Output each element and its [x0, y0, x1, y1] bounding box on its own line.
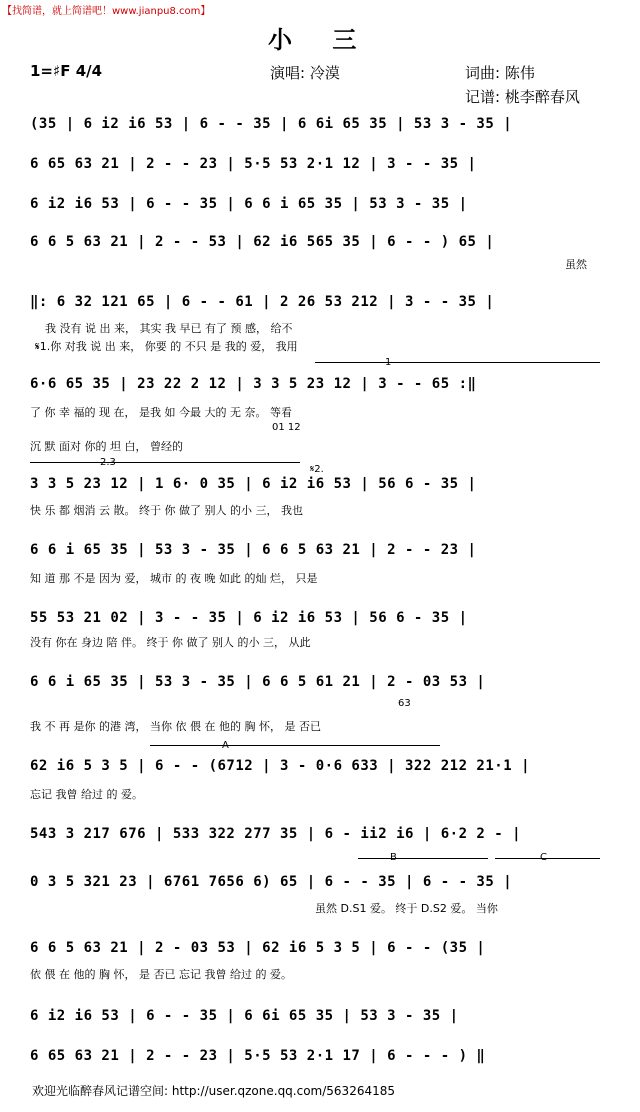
coda-c-bracket	[495, 858, 600, 859]
song-title: 小 三	[268, 26, 373, 54]
notation-row: 6 65 63 21 | 2 - - 23 | 5·5 53 2·1 17 | 6 - - - ) ‖	[30, 1048, 486, 1064]
lyric-line: 了 你 幸 福的 现 在， 是我 如 今最 大的 无 奈。 等看	[30, 406, 292, 419]
lyric-line: 虽然	[565, 258, 587, 271]
notation-row: 6 i2 i6 53 | 6 - - 35 | 6 6 i 65 35 | 53 3 - 35 |	[30, 196, 468, 212]
notation-row: 6 65 63 21 | 2 - - 23 | 5·5 53 2·1 12 | 3 - - 35 |	[30, 156, 477, 172]
segno-2-mark: 𝄋2.	[310, 464, 324, 475]
lyric-line: 忘记 我曾 给过 的 爱。	[30, 788, 143, 801]
notation-row: 6 6 5 63 21 | 2 - 03 53 | 62 i6 5 3 5 | 6 - - (35 |	[30, 940, 486, 956]
lyric-line-verse2: 𝄋1.你 对我 说 出 来， 你要 的 不只 是 我的 爱， 我用	[35, 340, 298, 353]
notation-row: 6 6 5 63 21 | 2 - - 53 | 62 i6 565 35 | 6 - - ) 65 |	[30, 234, 495, 250]
site-banner[interactable]: 【找简谱，就上简谱吧！www.jianpu8.com】	[2, 6, 211, 17]
notation-row: 6·6 65 35 | 23 22 2 12 | 3 3 5 23 12 | 3 - - 65 :‖	[30, 376, 477, 392]
lyric-line-verse2: 沉 默 面对 你的 坦 白， 曾经的	[30, 440, 183, 453]
coda-c-label: C	[540, 852, 547, 863]
lyric-line: 没有 你在 身边 陪 伴。 终于 你 做了 别人 的小 三， 从此	[30, 636, 311, 649]
volta-bracket-1	[315, 362, 600, 363]
lyric-line: 快 乐 都 烟消 云 散。 终于 你 做了 别人 的小 三， 我也	[30, 504, 303, 517]
notation-row: 62 i6 5 3 5 | 6 - - (6712 | 3 - 0·6 633 | 322 212 21·1 |	[30, 758, 531, 774]
notation-row: 6 i2 i6 53 | 6 - - 35 | 6 6i 65 35 | 53 3 - 35 |	[30, 1008, 459, 1024]
notation-row: 543 3 217 676 | 533 322 277 35 | 6 - ii2 i6 | 6·2 2 - |	[30, 826, 522, 842]
volta-bracket-23	[30, 462, 300, 463]
lyric-line: 我 不 再 是你 的港 湾， 当你 依 偎 在 他的 胸 怀， 是 否已	[30, 720, 321, 733]
notation-row: 55 53 21 02 | 3 - - 35 | 6 i2 i6 53 | 56 6 - 35 |	[30, 610, 468, 626]
notation-row: 0 3 5 321 23 | 6761 7656 6) 65 | 6 - - 35 | 6 - - 35 |	[30, 874, 513, 890]
notation-row: 6 6 i 65 35 | 53 3 - 35 | 6 6 5 61 21 | 2 - 03 53 |	[30, 674, 486, 690]
lyric-line: 我 没有 说 出 来， 其实 我 早已 有了 预 感， 给不	[45, 322, 293, 335]
notation-row: 3 3 5 23 12 | 1 6· 0 35 | 6 i2 i6 53 | 56 6 - 35 |	[30, 476, 477, 492]
coda-b-label: B	[390, 852, 397, 863]
coda-b-bracket	[358, 858, 488, 859]
composer-credit: 词曲: 陈伟	[465, 64, 535, 82]
notation-row: (35 | 6 i2 i6 53 | 6 - - 35 | 6 6i 65 35 | 53 3 - 35 |	[30, 116, 513, 132]
coda-a-label: A	[222, 740, 229, 751]
annotation-0112: 01 12	[272, 422, 301, 433]
notation-row: ‖: 6 32 121 65 | 6 - - 61 | 2 26 53 212 | 3 - - 35 |	[30, 294, 495, 310]
volta-23-label: 2.3	[100, 457, 116, 468]
notation-row: 6 6 i 65 35 | 53 3 - 35 | 6 6 5 63 21 | 2 - - 23 |	[30, 542, 477, 558]
transcriber-credit: 记谱: 桃李醉春风	[465, 88, 580, 106]
footer-credit[interactable]: 欢迎光临醉春风记谱空间: http://user.qzone.qq.com/563264185	[32, 1084, 396, 1098]
coda-a-bracket	[150, 745, 440, 746]
lyric-line: 依 偎 在 他的 胸 怀， 是 否已 忘记 我曾 给过 的 爱。	[30, 968, 292, 981]
singer-credit: 演唱: 冷漠	[270, 64, 340, 82]
lyric-line: 虽然 D.S1 爱。 终于 D.S2 爱。 当你	[315, 902, 498, 915]
volta-1-label: 1	[385, 357, 392, 368]
key-signature: 1=♯F 4/4	[30, 62, 103, 80]
lyric-line: 知 道 那 不是 因为 爱， 城市 的 夜 晚 如此 的灿 烂， 只是	[30, 572, 318, 585]
annotation-63: 63	[398, 698, 411, 709]
